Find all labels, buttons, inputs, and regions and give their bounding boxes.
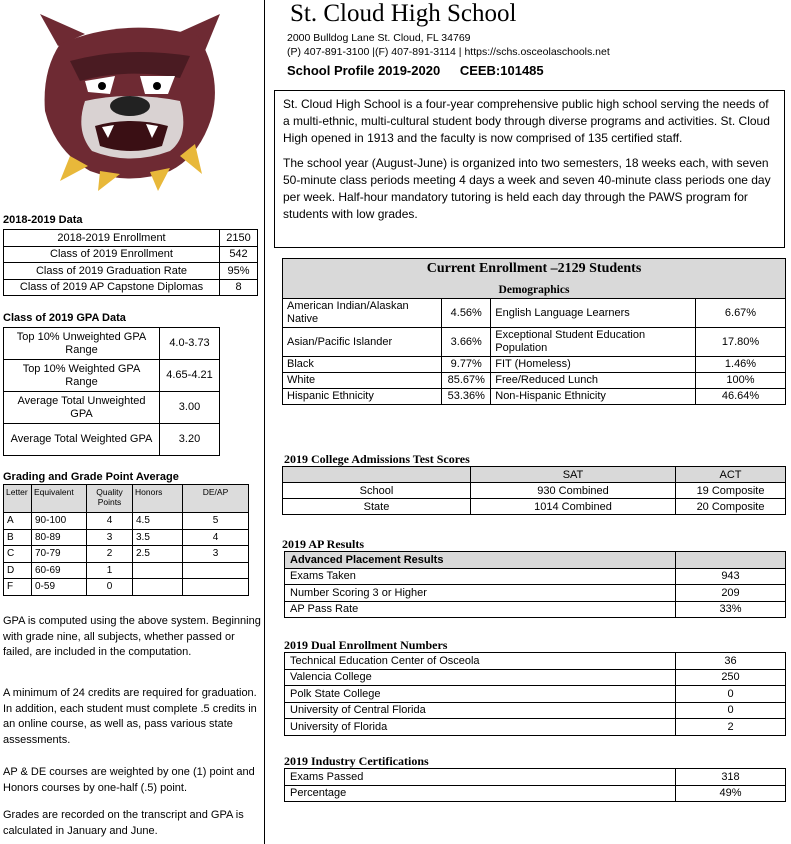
ceeb-code: CEEB:101485 <box>459 63 544 78</box>
grades-note: Grades are recorded on the transcript and GPA is calculated in January and June. <box>3 809 244 837</box>
contact-block <box>287 31 610 59</box>
intro-paragraph: St. Cloud High School is a four-year comprehensive public high school serving the needs of a multi-ethnic, multi-cultural student body through diverse programs and activities. St. Cloud High opened in 1913 and the faculty is now comprised of 135 certified staff. <box>283 97 770 145</box>
data-2018-title: 2018-2019 Data <box>3 214 83 226</box>
enrollment-title: Current Enrollment –2129 Students <box>426 261 642 276</box>
table-row: Polk State College 0 <box>285 686 786 703</box>
table-row: Class of 2019 Enrollment 542 <box>4 246 258 263</box>
tests-table <box>282 466 786 515</box>
table-row: Exams Passed 318 <box>285 769 786 786</box>
table-row: Average Total Weighted GPA 3.20 <box>4 424 220 456</box>
table-header-row: Advanced Placement Results <box>285 552 786 569</box>
table-row: State 1014 Combined 20 Composite <box>283 499 786 515</box>
tests-title: 2019 College Admissions Test Scores <box>284 452 470 466</box>
table-row: D 60-69 1 <box>4 562 249 579</box>
table-row: Top 10% Unweighted GPA Range 4.0-3.73 <box>4 328 220 360</box>
profile-line <box>287 63 560 78</box>
table-row: Average Total Unweighted GPA 3.00 <box>4 392 220 424</box>
profile-title: School Profile 2019-2020 <box>287 63 441 78</box>
enrollment-table <box>282 258 786 405</box>
grading-table <box>3 484 249 596</box>
demographics-subtitle: Demographics <box>498 284 570 296</box>
bulldog-logo-icon <box>30 6 225 191</box>
table-row: Class of 2019 Graduation Rate 95% <box>4 263 258 280</box>
table-row: Technical Education Center of Osceola 36 <box>285 653 786 670</box>
table-row: Number Scoring 3 or Higher 209 <box>285 585 786 602</box>
table-row: B 80-89 3 3.5 4 <box>4 529 249 546</box>
table-row: White 85.67% Free/Reduced Lunch 100% <box>283 373 786 389</box>
enrollment-header <box>283 259 786 299</box>
table-row: Exams Taken 943 <box>285 568 786 585</box>
credits-note: A minimum of 24 credits are required for graduation. In addition, each student must complete .5 credits in an online course, as well as, pass various state assessments. <box>3 687 257 746</box>
intro-box <box>274 90 785 248</box>
gpa-data-title: Class of 2019 GPA Data <box>3 312 126 324</box>
gpa-data-table <box>3 327 220 456</box>
table-row: Asian/Pacific Islander 3.66% Exceptional Student Education Population 17.80% <box>283 328 786 357</box>
right-column <box>266 0 791 844</box>
table-row: American Indian/Alaskan Native 4.56% English Language Learners 6.67% <box>283 299 786 328</box>
gpa-note: GPA is computed using the above system. Beginning with grade nine, all subjects, whether passed or failed, are included in the computation. <box>3 615 261 658</box>
table-row: Percentage 49% <box>285 785 786 802</box>
industry-table <box>284 768 786 802</box>
contact-line: (P) 407-891-3100 |(F) 407-891-3114 | https://schs.osceolaschools.net <box>287 46 610 58</box>
data-2018-table <box>3 229 258 296</box>
ap-table <box>284 551 786 618</box>
school-name: St. Cloud High School <box>290 0 517 27</box>
table-row: Valencia College 250 <box>285 669 786 686</box>
dual-title: 2019 Dual Enrollment Numbers <box>284 638 448 652</box>
table-row: C 70-79 2 2.5 3 <box>4 546 249 563</box>
table-row: Top 10% Weighted GPA Range 4.65-4.21 <box>4 360 220 392</box>
table-row: School 930 Combined 19 Composite <box>283 483 786 499</box>
table-row: F 0-59 0 <box>4 579 249 596</box>
table-row: Black 9.77% FIT (Homeless) 1.46% <box>283 357 786 373</box>
table-header-row: Letter Equivalent Quality Points Honors DE/AP <box>4 485 249 513</box>
weighting-note: AP & DE courses are weighted by one (1) point and Honors courses by one-half (.5) point. <box>3 766 255 794</box>
address: 2000 Bulldog Lane St. Cloud, FL 34769 <box>287 32 471 44</box>
dual-table <box>284 652 786 736</box>
table-row: Class of 2019 AP Capstone Diplomas 8 <box>4 279 258 296</box>
table-row: University of Florida 2 <box>285 719 786 736</box>
table-row: AP Pass Rate 33% <box>285 601 786 618</box>
table-row: Hispanic Ethnicity 53.36% Non-Hispanic Ethnicity 46.64% <box>283 389 786 405</box>
table-row: A 90-100 4 4.5 5 <box>4 513 249 530</box>
grading-title: Grading and Grade Point Average <box>3 471 179 483</box>
left-column <box>0 0 265 844</box>
ap-title: 2019 AP Results <box>282 537 365 551</box>
industry-title: 2019 Industry Certifications <box>284 754 429 768</box>
table-header-row: SAT ACT <box>283 467 786 483</box>
table-row: 2018-2019 Enrollment 2150 <box>4 230 258 247</box>
table-row: University of Central Florida 0 <box>285 702 786 719</box>
intro-paragraph: The school year (August-June) is organized into two semesters, 18 weeks each, with seven 50-minute class periods meeting 4 days a week and seven 40-minute class periods one day per week. Half-hour mandatory tutoring is held each day through the PAWS program for students with low grades. <box>283 156 771 221</box>
